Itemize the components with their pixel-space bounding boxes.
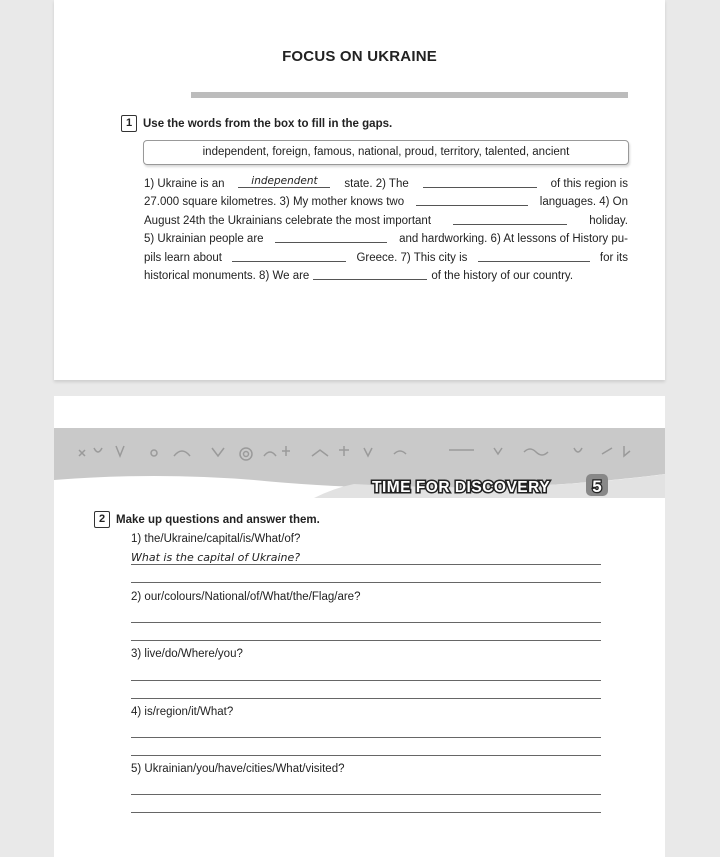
question-prompt: 1) the/Ukraine/capital/is/What/of?	[131, 533, 301, 545]
text-segment: 5) Ukrainian people are	[144, 233, 264, 246]
task-number: 1	[121, 115, 137, 132]
fill-in-text	[144, 175, 628, 285]
text-line	[144, 212, 628, 230]
text-segment: and hardworking. 6) At lessons of History pu-	[399, 233, 628, 246]
task-1-header	[121, 115, 392, 132]
title-divider	[191, 92, 628, 98]
text-segment: for its	[599, 251, 628, 264]
gap-field[interactable]	[478, 249, 590, 262]
answer-line[interactable]	[131, 698, 601, 699]
gap-field[interactable]	[423, 175, 537, 188]
text-segment: 1) Ukraine is an	[144, 178, 225, 190]
text-segment: state. 2) The	[344, 178, 409, 190]
text-line	[144, 267, 628, 285]
text-segment: holiday.	[589, 214, 628, 227]
text-segment: 27.000 square kilometres. 3) My mother knows two	[144, 196, 405, 209]
task-instruction: Use the words from the box to fill in the gaps.	[143, 117, 393, 130]
text-segment: historical monuments. 8) We are	[144, 270, 310, 283]
text-segment: pils learn about	[144, 251, 222, 264]
task-number: 2	[94, 511, 110, 528]
page-title: FOCUS ON UKRAINE	[282, 48, 437, 65]
gap-field[interactable]	[313, 267, 427, 280]
answer-line[interactable]	[131, 622, 601, 623]
answer-line[interactable]	[131, 640, 601, 641]
gap-field[interactable]: independent	[238, 175, 330, 188]
word-box: independent, foreign, famous, national, proud, territory, talented, ancient	[143, 140, 629, 165]
task-instruction: Make up questions and answer them.	[116, 513, 320, 526]
answer-line[interactable]	[131, 755, 601, 756]
workbook-page-2	[54, 396, 665, 857]
workbook-page-1	[54, 0, 665, 380]
text-line	[144, 249, 628, 267]
answer-line[interactable]	[131, 564, 601, 565]
question-prompt: 5) Ukrainian/you/have/cities/What/visited?	[131, 763, 345, 775]
question-prompt: 4) is/region/it/What?	[131, 706, 234, 718]
gap-field[interactable]	[232, 249, 346, 262]
text-line	[144, 193, 628, 211]
text-segment: August 24th the Ukrainians celebrate the most important	[144, 214, 432, 227]
banner-label: TIME FOR DISCOVERY	[372, 479, 551, 496]
text-line	[144, 230, 628, 248]
gap-field[interactable]	[275, 230, 387, 243]
gap-field[interactable]	[416, 193, 528, 206]
gap-field[interactable]	[453, 212, 567, 225]
question-prompt: 3) live/do/Where/you?	[131, 648, 243, 660]
text-segment: of the history of our country.	[431, 270, 574, 283]
text-line	[144, 175, 628, 193]
text-segment: languages. 4) On	[539, 196, 628, 209]
answer-line[interactable]	[131, 737, 601, 738]
answer-line[interactable]	[131, 794, 601, 795]
question-prompt: 2) our/colours/National/of/What/the/Flag/are?	[131, 591, 361, 603]
banner-background	[54, 428, 665, 488]
task-2-header	[94, 511, 320, 528]
unit-number: 5	[592, 477, 602, 496]
text-segment: of this region is	[550, 178, 628, 190]
text-segment: Greece. 7) This city is	[356, 251, 468, 264]
section-banner	[54, 428, 665, 498]
answer-line[interactable]	[131, 582, 601, 583]
answer-line[interactable]	[131, 680, 601, 681]
answer-text: What is the capital of Ukraine?	[131, 551, 301, 564]
answer-line[interactable]	[131, 812, 601, 813]
